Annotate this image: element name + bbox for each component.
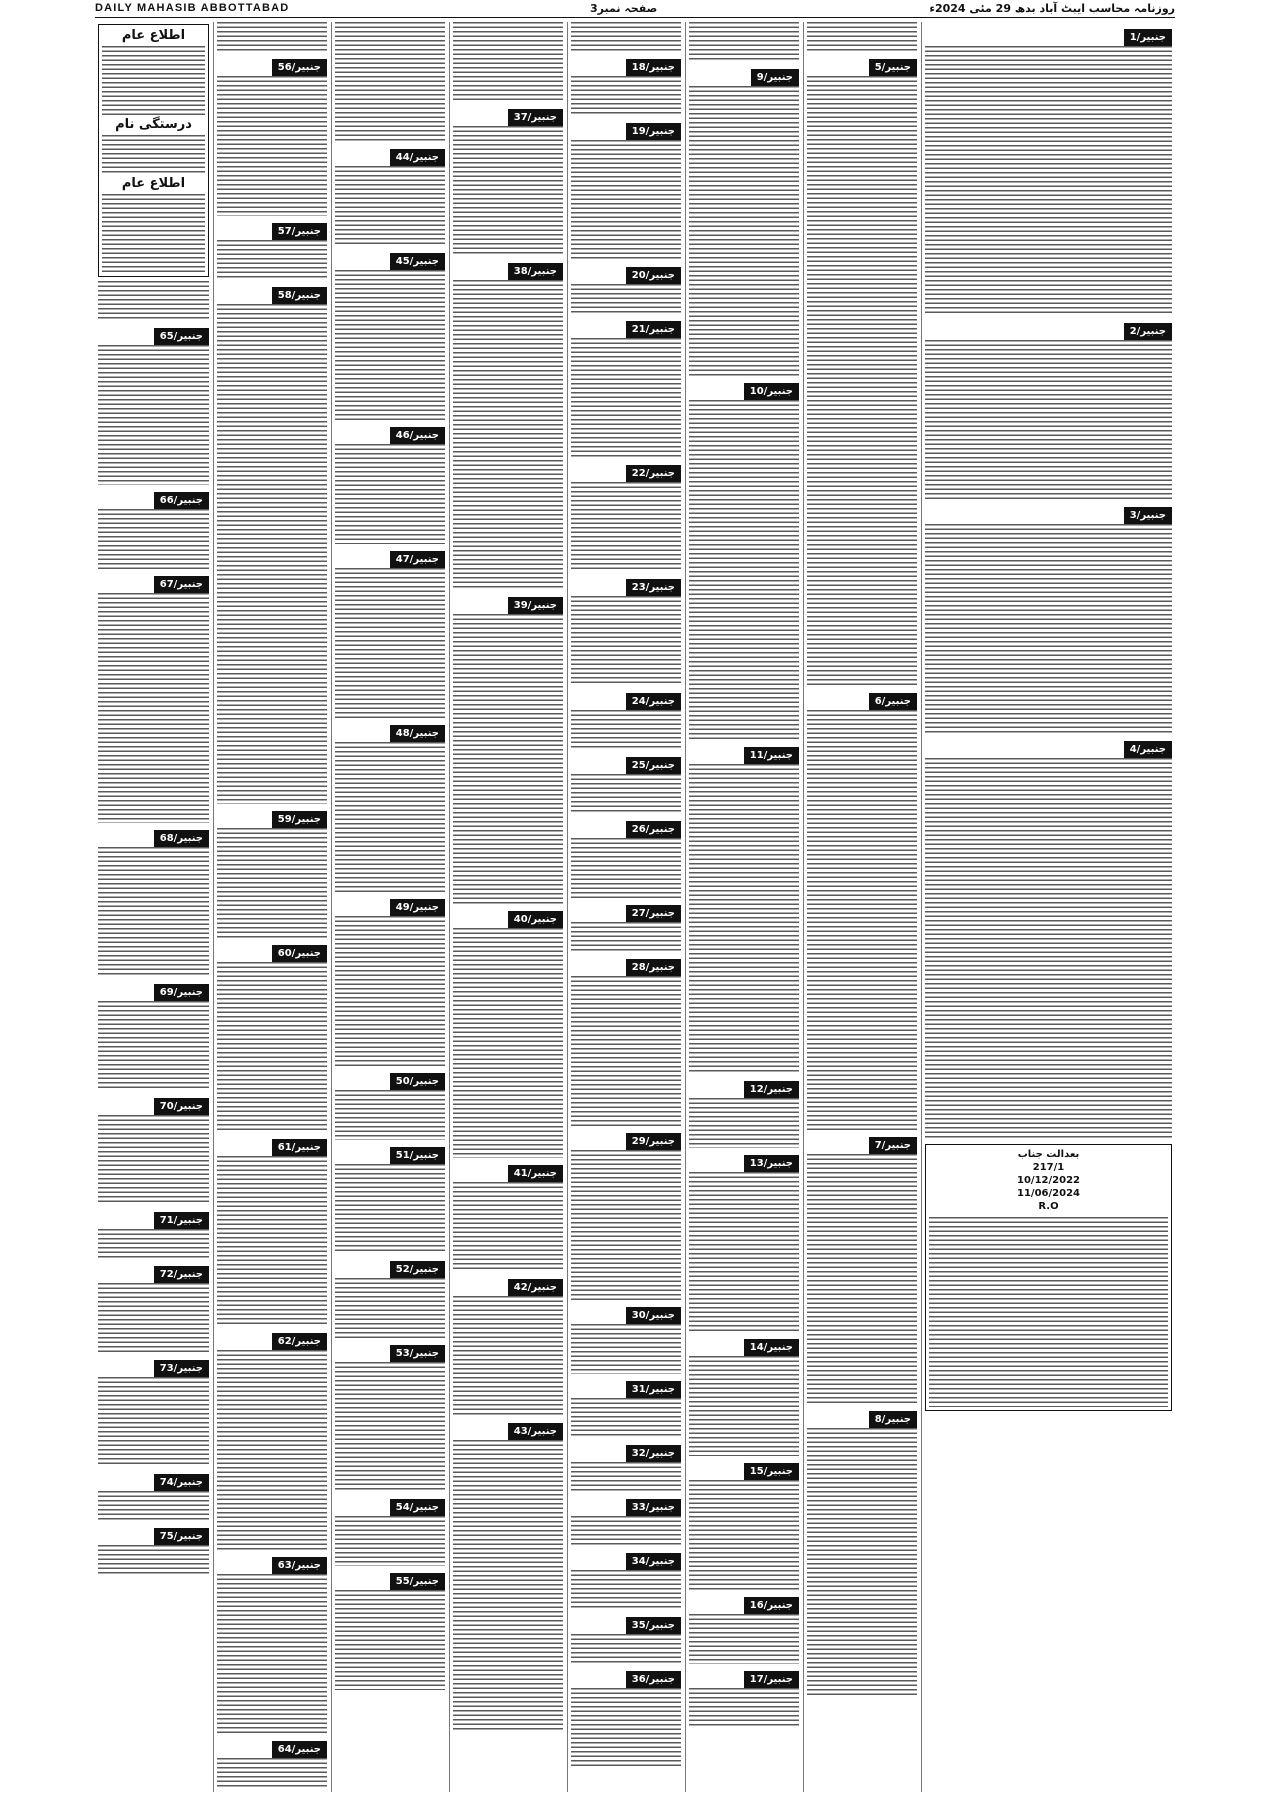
ad-block: [689, 1594, 799, 1664]
ad-block: [217, 220, 327, 280]
ad-block: [217, 942, 327, 1132]
ad-block: [571, 1668, 681, 1768]
court-date: 11/06/2024: [1017, 1188, 1080, 1199]
ad-label: جنبیر/43: [508, 1423, 563, 1440]
ad-block: [571, 1496, 681, 1546]
ad-block: [335, 1144, 445, 1254]
ad-label: جنبیر/4: [1124, 741, 1172, 758]
ad-label: جنبیر/62: [272, 1333, 327, 1350]
ad-label: جنبیر/68: [154, 830, 209, 847]
ad-block: [689, 1460, 799, 1590]
ad-label: جنبیر/71: [154, 1212, 209, 1229]
ad-label: جنبیر/54: [390, 1499, 445, 1516]
ad-block: [217, 1738, 327, 1788]
ad-label: جنبیر/56: [272, 59, 327, 76]
ad-label: جنبیر/2: [1124, 323, 1172, 340]
ad-label: جنبیر/67: [154, 576, 209, 593]
ad-block: [217, 1136, 327, 1326]
ad-block: [335, 146, 445, 246]
ad-label: جنبیر/17: [744, 1671, 799, 1688]
ad-label: جنبیر/38: [508, 263, 563, 280]
ad-block: [217, 1330, 327, 1550]
ad-label: جنبیر/69: [154, 984, 209, 1001]
ad-label: جنبیر/13: [744, 1155, 799, 1172]
ad-block: [571, 318, 681, 458]
ad-label: جنبیر/10: [744, 383, 799, 400]
ad-label: جنبیر/57: [272, 223, 327, 240]
ad-block: [571, 1130, 681, 1300]
ad-block: [925, 320, 1172, 500]
ad-block: [689, 744, 799, 1074]
ad-block: [98, 489, 209, 569]
ad-label: جنبیر/60: [272, 945, 327, 962]
ad-label: جنبیر/22: [626, 465, 681, 482]
ad-block: [571, 56, 681, 116]
ad-block: [453, 260, 563, 590]
ad-label: جنبیر/37: [508, 109, 563, 126]
ad-label: جنبیر/40: [508, 911, 563, 928]
ad-block: [571, 120, 681, 260]
ad-label: جنبیر/31: [626, 1381, 681, 1398]
ad-block: [571, 576, 681, 686]
ad-label: جنبیر/15: [744, 1463, 799, 1480]
ad-block: [335, 548, 445, 718]
ad-block: [571, 1614, 681, 1664]
ad-label: جنبیر/50: [390, 1073, 445, 1090]
ad-block: [335, 1258, 445, 1338]
ad-block: [571, 818, 681, 898]
ad-label: جنبیر/16: [744, 1597, 799, 1614]
ad-block: [217, 284, 327, 804]
ad-block: [98, 1209, 209, 1259]
ad-block: [335, 1496, 445, 1566]
ad-block: [689, 1152, 799, 1332]
ad-block: [98, 1095, 209, 1205]
ad-block: [98, 827, 209, 977]
date-line: روزنامہ محاسب ایبٹ آباد بدھ 29 مئی 2024ء: [929, 2, 1175, 15]
court-text: [929, 1217, 1168, 1407]
ad-label: جنبیر/29: [626, 1133, 681, 1150]
ad-block: [807, 1408, 917, 1698]
ad-block: [571, 690, 681, 750]
ad-block: [925, 26, 1172, 316]
ad-label: جنبیر/24: [626, 693, 681, 710]
ad-block: [98, 1357, 209, 1467]
ad-label: جنبیر/3: [1124, 507, 1172, 524]
ad-block: [807, 56, 917, 686]
notice-title: اطلاع عام: [121, 176, 186, 191]
ad-label: جنبیر/41: [508, 1165, 563, 1182]
ad-label: جنبیر/26: [626, 821, 681, 838]
ad-label: جنبیر/18: [626, 59, 681, 76]
ad-block: [453, 1420, 563, 1730]
ad-label: جنبیر/1: [1124, 29, 1172, 46]
ad-label: جنبیر/36: [626, 1671, 681, 1688]
ad-block: [453, 1276, 563, 1416]
ad-label: جنبیر/28: [626, 959, 681, 976]
ad-block: [689, 66, 799, 376]
ad-label: جنبیر/74: [154, 1474, 209, 1491]
ad-label: جنبیر/27: [626, 905, 681, 922]
ad-block: [217, 56, 327, 216]
ad-label: جنبیر/23: [626, 579, 681, 596]
ad-label: جنبیر/12: [744, 1081, 799, 1098]
ad-label: جنبیر/70: [154, 1098, 209, 1115]
ad-label: جنبیر/34: [626, 1553, 681, 1570]
notice-text: [102, 46, 205, 116]
ad-block: [925, 738, 1172, 1138]
ad-label: جنبیر/32: [626, 1445, 681, 1462]
ad-label: جنبیر/55: [390, 1573, 445, 1590]
ad-block: [453, 1162, 563, 1272]
column-6: [331, 22, 448, 1792]
ad-block: [98, 1263, 209, 1353]
ad-label: جنبیر/9: [751, 69, 799, 86]
ad-label: جنبیر/19: [626, 123, 681, 140]
paper-name: DAILY MAHASIB ABBOTTABAD: [95, 2, 290, 14]
ad-label: جنبیر/72: [154, 1266, 209, 1283]
ad-label: جنبیر/48: [390, 725, 445, 742]
ad-block: [453, 106, 563, 256]
ad-label: جنبیر/66: [154, 492, 209, 509]
ad-label: جنبیر/30: [626, 1307, 681, 1324]
ad-block: [98, 1471, 209, 1521]
case-number: 217/1: [1032, 1162, 1065, 1173]
ad-block: [689, 1668, 799, 1728]
notice-title: اطلاع عام: [121, 28, 186, 43]
ad-block: [689, 380, 799, 740]
court-ref: R.O: [1038, 1201, 1059, 1212]
ad-block: [335, 722, 445, 892]
ad-label: جنبیر/49: [390, 899, 445, 916]
ad-label: جنبیر/65: [154, 328, 209, 345]
notice-text: [102, 194, 205, 274]
column-7: [213, 22, 330, 1792]
ad-label: جنبیر/44: [390, 149, 445, 166]
ad-block: [571, 1442, 681, 1492]
ad-block: [453, 594, 563, 904]
ad-label: جنبیر/7: [869, 1137, 917, 1154]
ad-block: [335, 1570, 445, 1690]
ad-block: [98, 1525, 209, 1575]
ad-block: [335, 1342, 445, 1492]
ad-label: جنبیر/33: [626, 1499, 681, 1516]
ad-label: جنبیر/64: [272, 1741, 327, 1758]
ad-label: جنبیر/47: [390, 551, 445, 568]
ad-block: [807, 1134, 917, 1404]
ad-block: [925, 504, 1172, 734]
ad-block: [453, 908, 563, 1158]
ad-block: [571, 462, 681, 572]
ad-label: جنبیر/14: [744, 1339, 799, 1356]
ad-label: جنبیر/6: [869, 693, 917, 710]
ad-label: جنبیر/73: [154, 1360, 209, 1377]
ad-label: جنبیر/5: [869, 59, 917, 76]
ad-block: [335, 424, 445, 544]
ad-block: [689, 1078, 799, 1148]
ad-label: جنبیر/11: [744, 747, 799, 764]
ad-label: جنبیر/61: [272, 1139, 327, 1156]
court-notice: [925, 1144, 1172, 1411]
ad-label: جنبیر/42: [508, 1279, 563, 1296]
ad-block: [571, 956, 681, 1126]
column-1: [921, 22, 1175, 1792]
column-2: [803, 22, 920, 1792]
court-date: 10/12/2022: [1017, 1175, 1080, 1186]
ad-block: [98, 573, 209, 823]
ad-label: جنبیر/8: [869, 1411, 917, 1428]
column-4: [567, 22, 684, 1792]
public-notice-1: [98, 24, 209, 277]
ad-label: جنبیر/25: [626, 757, 681, 774]
ad-block: [335, 896, 445, 1066]
ad-block: [217, 808, 327, 938]
court-line: بعدالت جناب: [1017, 1149, 1080, 1160]
ad-block: [571, 754, 681, 814]
ad-label: جنبیر/58: [272, 287, 327, 304]
masthead: [95, 2, 1175, 18]
ad-label: جنبیر/51: [390, 1147, 445, 1164]
ad-block: [217, 1554, 327, 1734]
ad-label: جنبیر/63: [272, 1557, 327, 1574]
ad-label: جنبیر/46: [390, 427, 445, 444]
newspaper-columns: [95, 22, 1175, 1792]
ad-block: [335, 1070, 445, 1140]
ad-label: جنبیر/20: [626, 267, 681, 284]
ad-block: [807, 690, 917, 1130]
ad-label: جنبیر/35: [626, 1617, 681, 1634]
notice-text: [102, 135, 205, 175]
ad-block: [571, 1550, 681, 1610]
ad-block: [335, 250, 445, 420]
ad-label: جنبیر/52: [390, 1261, 445, 1278]
column-8: [95, 22, 212, 1792]
notice-title: درستگی نام: [115, 117, 192, 132]
ad-block: [571, 1378, 681, 1438]
ad-label: جنبیر/75: [154, 1528, 209, 1545]
ad-block: [98, 325, 209, 485]
ad-label: جنبیر/39: [508, 597, 563, 614]
column-3: [685, 22, 802, 1792]
ad-block: [98, 981, 209, 1091]
ad-block: [571, 902, 681, 952]
ad-label: جنبیر/21: [626, 321, 681, 338]
ad-label: جنبیر/45: [390, 253, 445, 270]
ad-label: جنبیر/53: [390, 1345, 445, 1362]
ad-block: [571, 264, 681, 314]
page-number: صفحہ نمبر3: [590, 2, 658, 15]
ad-label: جنبیر/59: [272, 811, 327, 828]
ad-block: [571, 1304, 681, 1374]
ad-block: [689, 1336, 799, 1456]
column-5: [449, 22, 566, 1792]
